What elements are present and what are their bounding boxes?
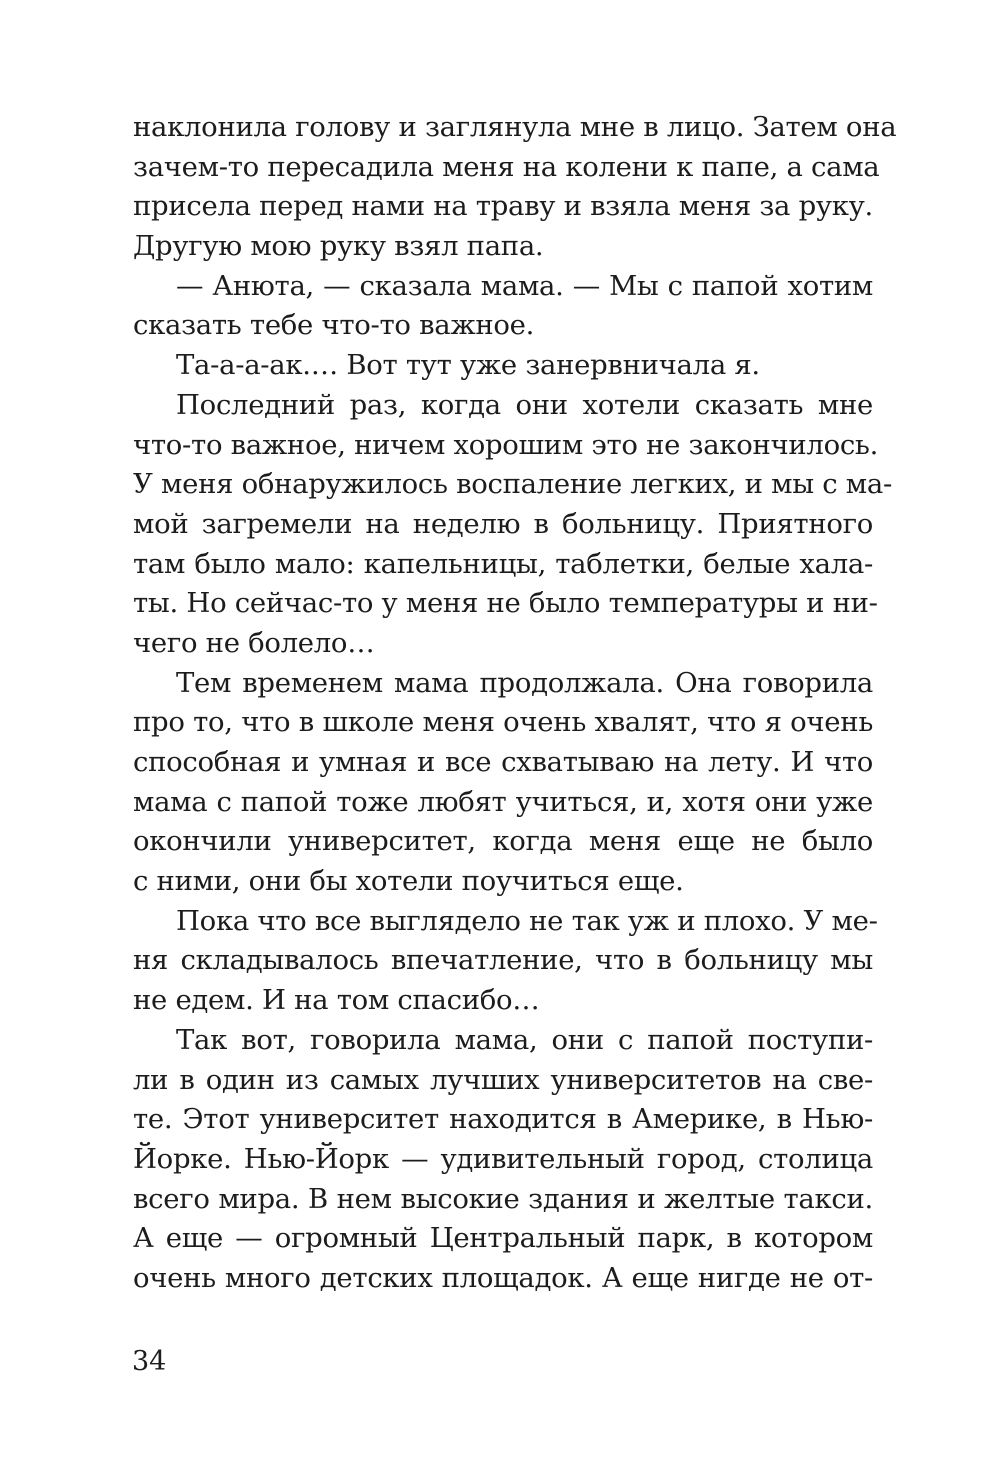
text-line: А еще — огромный Центральный парк, в котором <box>133 1222 873 1255</box>
text-line: присела перед нами на траву и взяла меня за руку. <box>133 190 873 223</box>
text-line: Тем временем мама продолжала. Она говорила <box>176 666 873 699</box>
text-line: Последний раз, когда они хотели сказать мне <box>176 388 873 421</box>
text-line: ли в один из самых лучших университетов на све- <box>133 1063 873 1096</box>
text-line: там было мало: капельницы, таблетки, белые хала- <box>133 547 873 580</box>
text-line: окончили университет, когда меня еще не было <box>133 825 873 858</box>
page-number: 34 <box>132 1346 167 1377</box>
text-line: мой загремели на неделю в больницу. Приятного <box>133 507 873 540</box>
text-line: мама с папой тоже любят учиться, и, хотя они уже <box>133 785 873 818</box>
text-line: Другую мою руку взял папа. <box>133 230 544 263</box>
text-line: ня складывалось впечатление, что в больницу мы <box>133 944 873 977</box>
text-line: что-то важное, ничем хорошим это не закончилось. <box>133 428 879 461</box>
text-line: сказать тебе что-то важное. <box>133 309 535 342</box>
text-line: Пока что все выглядело не так уж и плохо. У ме- <box>176 904 878 937</box>
text-line: Йорке. Нью-Йорк — удивительный город, столица <box>133 1142 873 1175</box>
text-line: ты. Но сейчас-то у меня не было температуры и ни- <box>133 587 878 620</box>
page-body-text <box>133 108 897 1299</box>
text-line: всего мира. В нем высокие здания и желтые такси. <box>133 1182 873 1215</box>
text-line: — Анюта, — сказала мама. — Мы с папой хотим <box>176 269 873 302</box>
text-line: способная и умная и все схватываю на лету. И что <box>133 746 873 778</box>
text-line: с ними, они бы хотели поучиться еще. <box>133 865 684 898</box>
text-line: зачем-то пересадила меня на колени к папе, а сама <box>133 150 880 183</box>
text-line: про то, что в школе меня очень хвалят, что я очень <box>133 706 873 739</box>
text-line: наклонила голову и заглянула мне в лицо. Затем она <box>133 111 897 143</box>
text-line: Так вот, говорила мама, они с папой поступи- <box>176 1023 873 1056</box>
text-line: те. Этот университет находится в Америке, в Нью- <box>133 1103 873 1136</box>
text-line: чего не болело… <box>133 626 375 659</box>
text-line: не едем. И на том спасибо… <box>133 984 540 1017</box>
text-line: очень много детских площадок. А еще нигде не от- <box>133 1261 873 1294</box>
text-line: Та-а-а-ак.… Вот тут уже занервничала я. <box>176 349 760 382</box>
text-line: У меня обнаружилось воспаление легких, и мы с ма- <box>133 468 892 501</box>
